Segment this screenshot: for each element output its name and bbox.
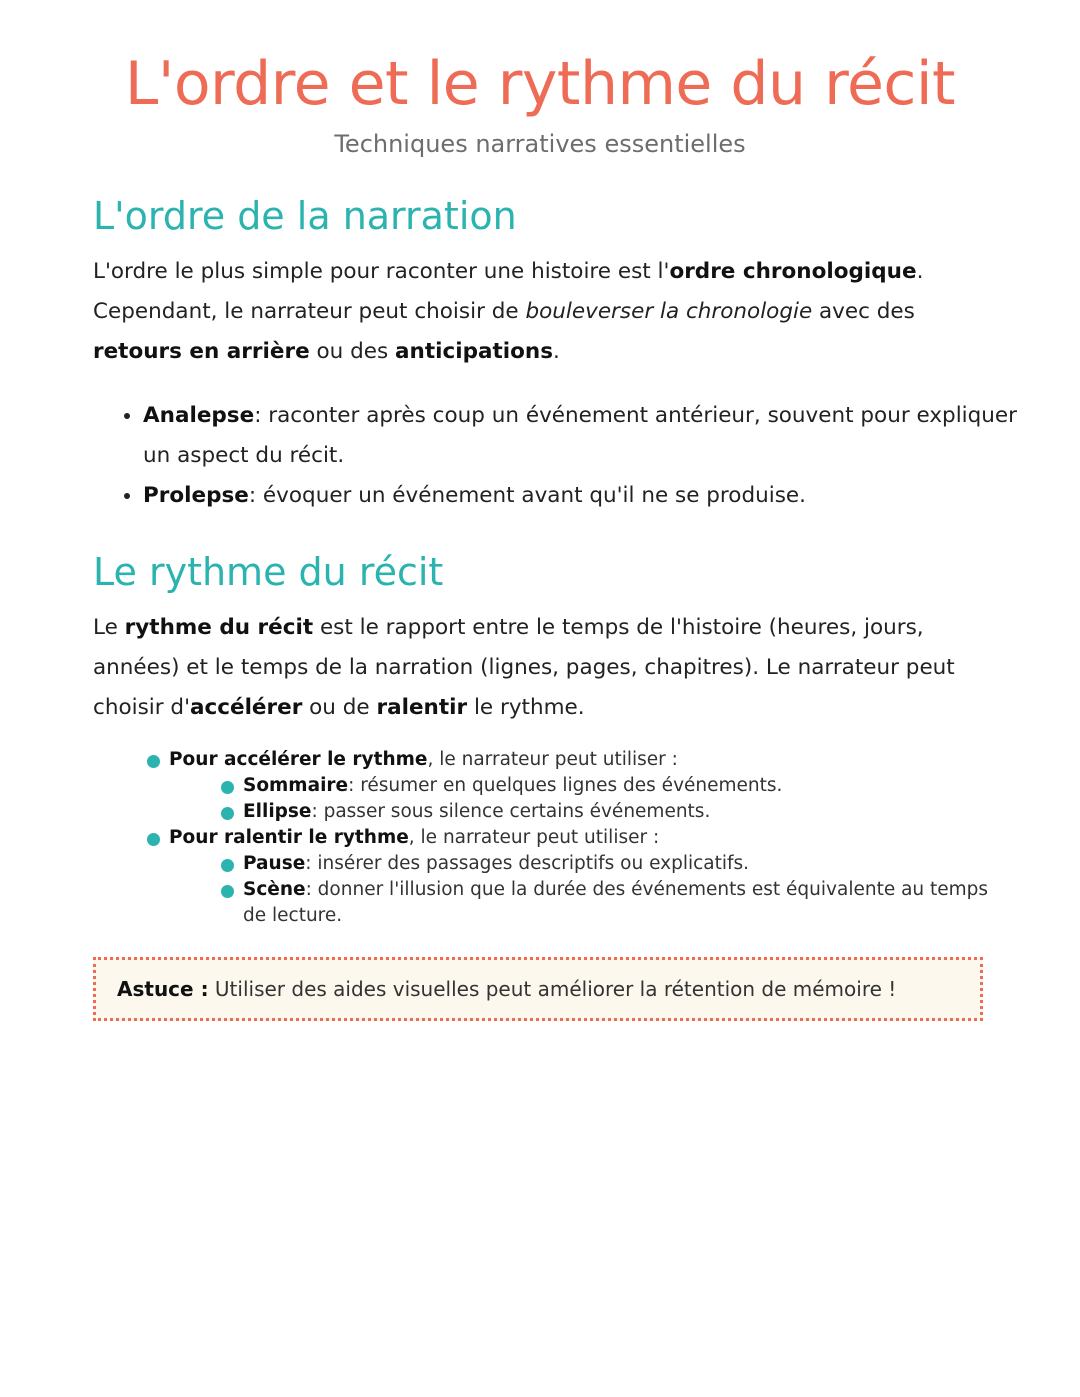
item-term: Scène <box>243 879 306 900</box>
item-text: : donner l'illusion que la durée des événements est équivalente au temps de lecture. <box>243 879 989 926</box>
text-run: . <box>553 339 560 364</box>
sub-list-item <box>147 773 1007 799</box>
rhythm-techniques-list <box>147 747 1007 929</box>
page-title: L'ordre et le rythme du récit <box>124 49 956 119</box>
page-subtitle: Techniques narratives essentielles <box>334 130 746 158</box>
bullet-dot-icon <box>221 807 234 820</box>
group-text: , le narrateur peut utiliser : <box>427 749 678 770</box>
tip-box <box>93 957 983 1021</box>
bullet-dot-icon <box>221 885 234 898</box>
group-term: Pour accélérer le rythme <box>169 749 428 770</box>
bullet-text: : raconter après coup un événement antérieur, souvent pour expliquer un aspect du récit. <box>143 403 1017 468</box>
bullet-dot-icon <box>221 859 234 872</box>
list-item <box>147 747 1007 773</box>
group-text: , le narrateur peut utiliser : <box>408 827 660 848</box>
sub-list-item <box>147 799 1007 825</box>
text-run: Le <box>93 615 125 640</box>
list-item <box>143 396 1023 476</box>
rhythm-paragraph <box>93 608 993 728</box>
tip-text: Utiliser des aides visuelles peut améliorer la rétention de mémoire ! <box>208 977 897 1001</box>
sub-list-item <box>147 851 1007 877</box>
item-text: : résumer en quelques lignes des événements. <box>348 775 783 796</box>
bold-term: ordre chronologique <box>669 259 917 284</box>
text-run: le rythme. <box>467 695 585 720</box>
text-run: est le rapport entre le temps de l'histoire (heures, jours, années) et le temps de la narration (lignes, pages, chapitres). Le narrateur peut choisir d' <box>93 615 955 720</box>
bold-term: rythme du récit <box>124 615 314 640</box>
text-run: . Cependant, le narrateur peut choisir de <box>93 259 924 324</box>
list-item <box>147 825 1007 851</box>
bold-term: retours en arrière <box>93 339 310 364</box>
order-paragraph <box>93 252 993 372</box>
text-run: avec des <box>812 299 915 324</box>
tip-label: Astuce : <box>117 977 209 1001</box>
bold-term: anticipations <box>395 339 554 364</box>
bullet-dot-icon <box>147 833 160 846</box>
item-term: Ellipse <box>243 801 312 822</box>
bullet-term: Analepse <box>143 403 255 428</box>
group-term: Pour ralentir le rythme <box>169 827 409 848</box>
bold-term: ralentir <box>376 695 468 720</box>
bullet-dot-icon <box>147 755 160 768</box>
text-run: ou de <box>302 695 377 720</box>
text-run: ou des <box>309 339 396 364</box>
text-run: L'ordre le plus simple pour raconter une histoire est l' <box>93 259 670 284</box>
section-heading-rhythm: Le rythme du récit <box>93 550 444 594</box>
list-item <box>143 476 1023 516</box>
item-text: : passer sous silence certains événements. <box>311 801 711 822</box>
item-text: : insérer des passages descriptifs ou explicatifs. <box>305 853 750 874</box>
bullet-dot-icon <box>221 781 234 794</box>
bullet-term: Prolepse <box>143 483 249 508</box>
item-term: Pause <box>243 853 306 874</box>
order-techniques-list <box>93 396 1023 516</box>
italic-phrase: bouleverser la chronologie <box>525 299 813 324</box>
section-heading-order: L'ordre de la narration <box>93 194 517 238</box>
bold-term: accélérer <box>189 695 303 720</box>
bullet-text: : évoquer un événement avant qu'il ne se produise. <box>248 483 806 508</box>
sub-list-item <box>147 877 1007 929</box>
item-term: Sommaire <box>243 775 349 796</box>
